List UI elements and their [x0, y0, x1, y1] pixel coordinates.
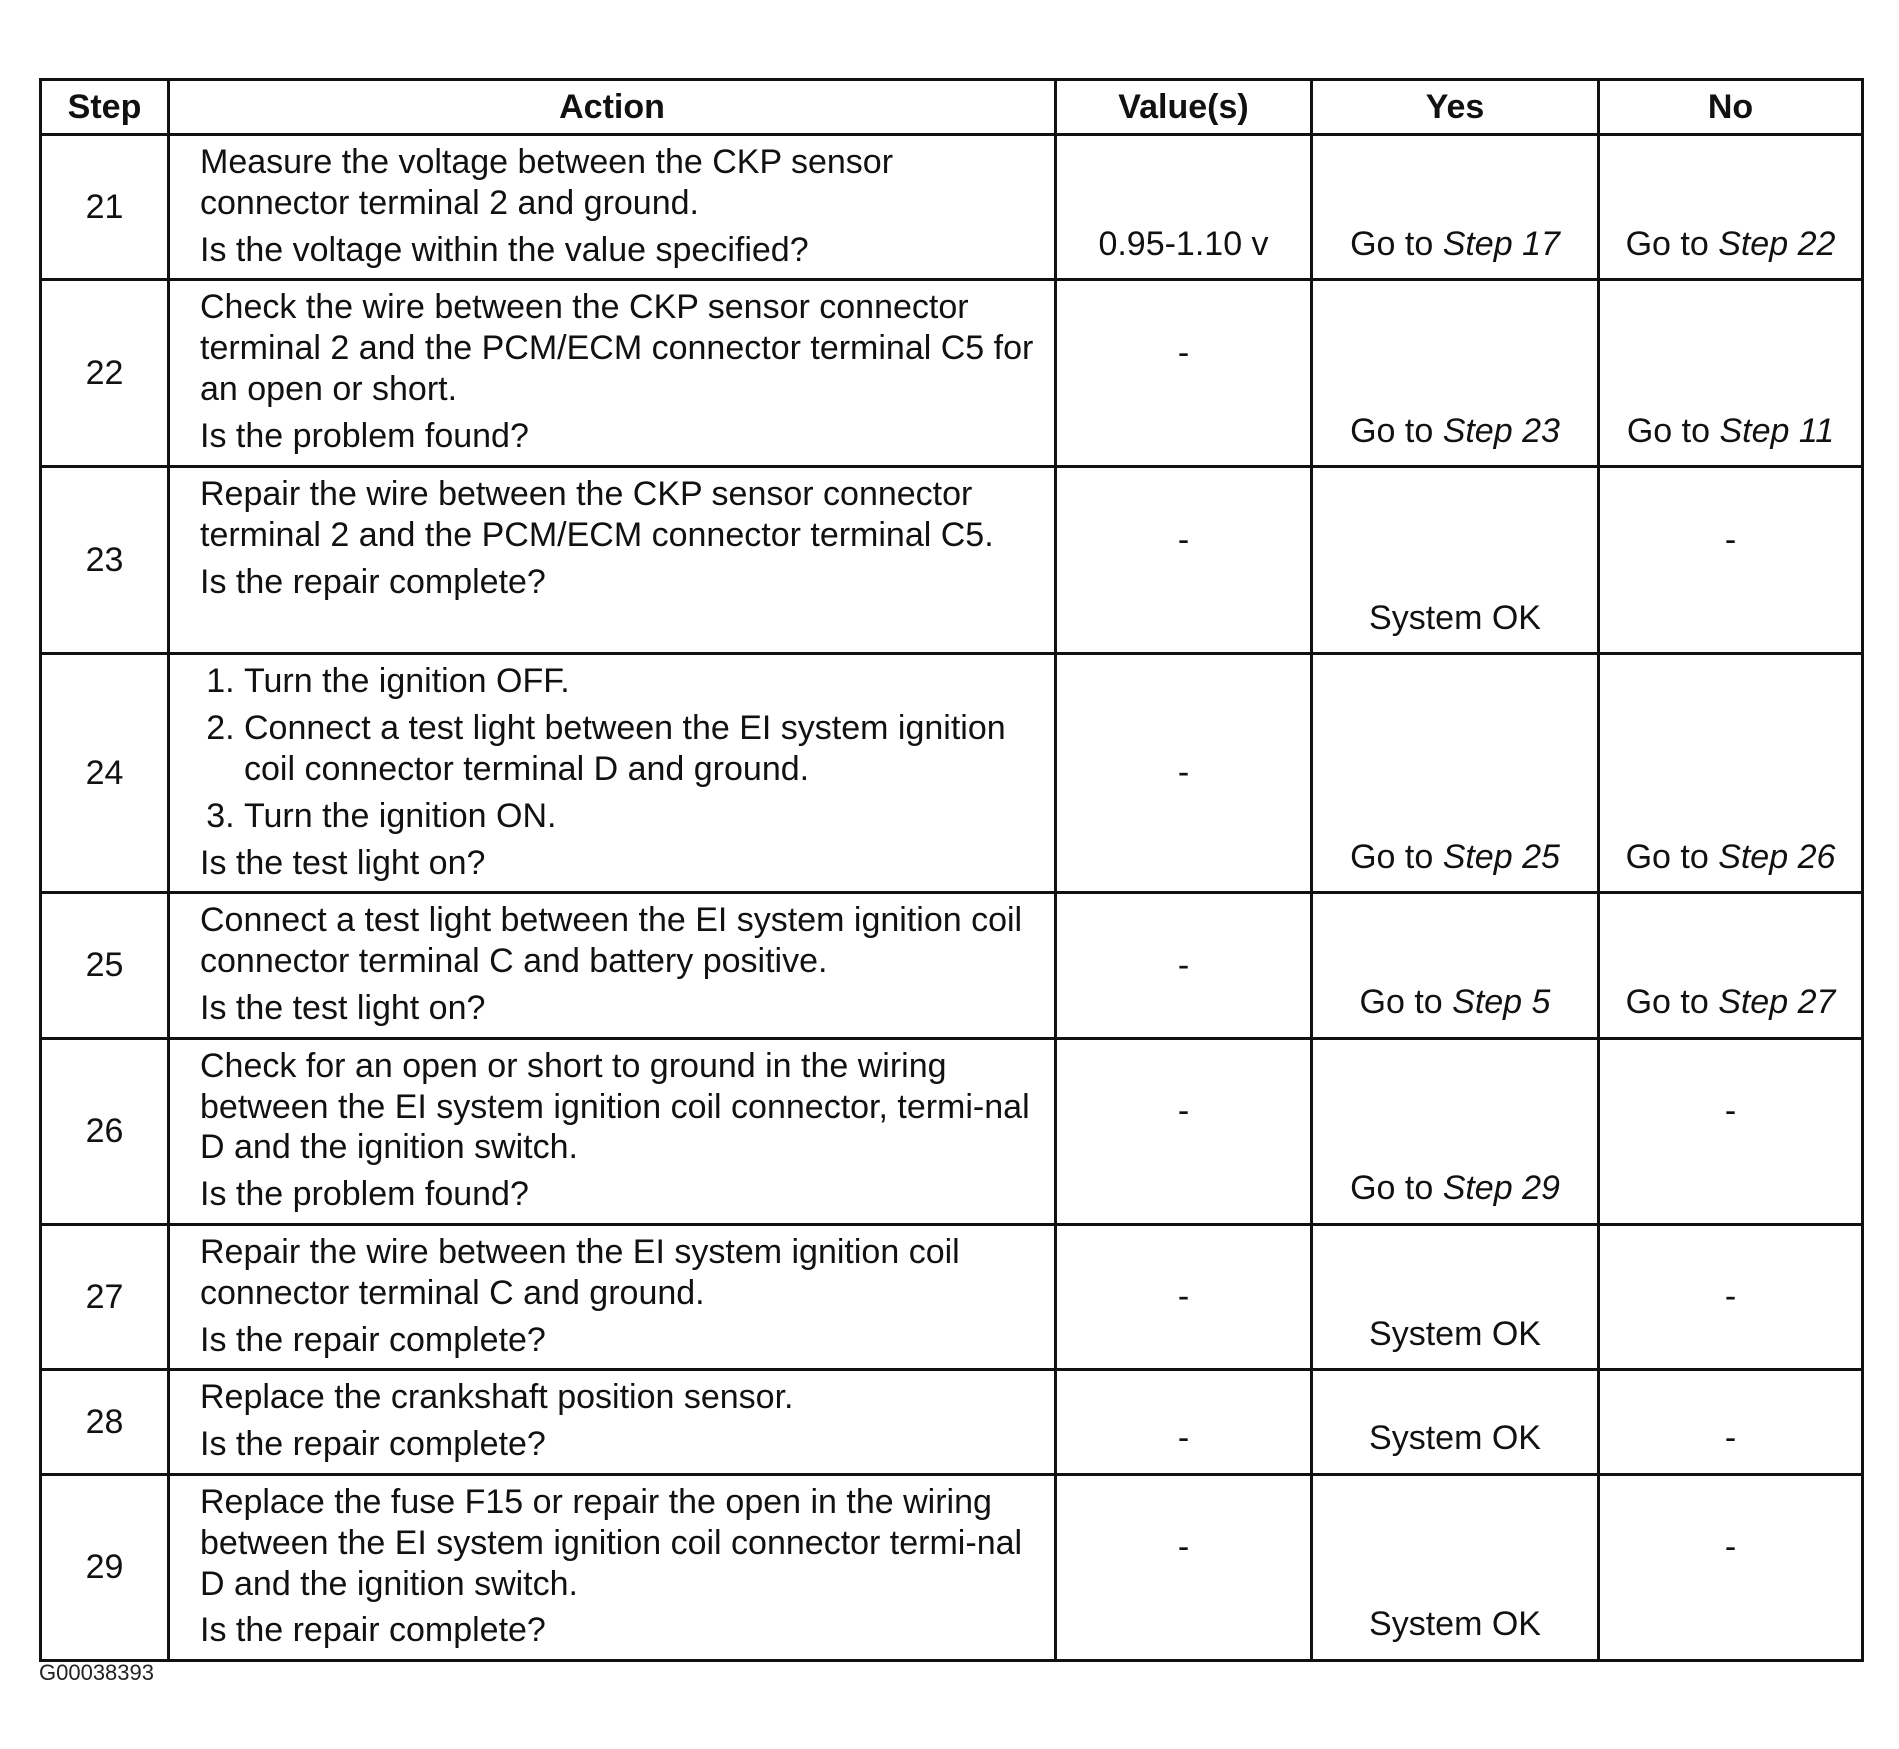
- table-row: [41, 1370, 1863, 1475]
- no-prefix: Go to: [1625, 982, 1719, 1021]
- value-cell: [1056, 1224, 1312, 1369]
- step-number: 22: [41, 280, 169, 467]
- step-number: 27: [41, 1224, 169, 1369]
- action-text: Repair the wire between the CKP sensor connector terminal 2 and the PCM/ECM connector terminal C5.: [200, 475, 994, 555]
- no-cell: [1599, 135, 1863, 280]
- yes-outcome: System OK: [1369, 1605, 1541, 1644]
- value-cell: [1056, 280, 1312, 467]
- value-text: -: [1177, 333, 1190, 372]
- action-cell: [169, 1224, 1056, 1369]
- yes-outcome: [1313, 837, 1597, 878]
- table-row: [41, 280, 1863, 467]
- action-cell: [169, 893, 1056, 1038]
- action-question: Is the repair complete?: [200, 1320, 546, 1359]
- header-step: Step: [41, 80, 169, 135]
- action-cell: [169, 467, 1056, 654]
- yes-step-ref: Step 29: [1442, 1169, 1560, 1208]
- yes-outcome: [1313, 982, 1597, 1023]
- action-text: Measure the voltage between the CKP sensor connector terminal 2 and ground.: [200, 143, 894, 222]
- action-question: Is the test light on?: [200, 843, 486, 882]
- value-text: -: [1177, 1419, 1190, 1458]
- action-question: Is the repair complete?: [200, 1425, 546, 1464]
- value-cell: [1056, 654, 1312, 893]
- value-text: -: [1177, 1528, 1190, 1567]
- table-row: [41, 654, 1863, 893]
- value-text: 0.95-1.10 v: [1098, 224, 1269, 263]
- no-cell: [1599, 1038, 1863, 1224]
- no-outcome: [1600, 982, 1861, 1023]
- no-outcome: -: [1724, 1419, 1737, 1458]
- no-cell: [1599, 1370, 1863, 1475]
- yes-cell: [1312, 280, 1599, 467]
- yes-prefix: Go to: [1359, 982, 1453, 1021]
- yes-outcome: System OK: [1369, 1419, 1541, 1458]
- yes-prefix: Go to: [1350, 1169, 1443, 1208]
- action-question: Is the voltage within the value specified?: [200, 230, 809, 269]
- yes-outcome: [1313, 411, 1597, 452]
- action-text: Replace the crankshaft position sensor.: [200, 1378, 794, 1417]
- header-no: No: [1599, 80, 1863, 135]
- yes-cell: [1312, 467, 1599, 654]
- step-number: 29: [41, 1474, 169, 1660]
- value-text: -: [1177, 520, 1190, 559]
- step-number: 28: [41, 1370, 169, 1475]
- no-outcome: [1600, 411, 1861, 452]
- yes-cell: [1312, 1370, 1599, 1475]
- table-row: [41, 1224, 1863, 1369]
- action-question: Is the repair complete?: [200, 1611, 546, 1650]
- yes-outcome: [1313, 1168, 1597, 1209]
- step-number: 25: [41, 893, 169, 1038]
- action-question: Is the test light on?: [200, 988, 486, 1027]
- value-cell: [1056, 1038, 1312, 1224]
- no-step-ref: Step 26: [1718, 837, 1836, 876]
- action-cell: [169, 280, 1056, 467]
- table-row: [41, 467, 1863, 654]
- table-row: [41, 1038, 1863, 1224]
- table-row: [41, 135, 1863, 280]
- yes-outcome: [1313, 224, 1597, 265]
- value-cell: [1056, 467, 1312, 654]
- no-outcome: -: [1724, 1092, 1737, 1131]
- action-text: Connect a test light between the EI system ignition coil connector terminal C and battery positive.: [200, 901, 1023, 981]
- value-text: -: [1177, 946, 1190, 985]
- action-cell: [169, 1038, 1056, 1224]
- action-cell: [169, 1370, 1056, 1475]
- action-question: Is the problem found?: [200, 1175, 529, 1214]
- header-yes: Yes: [1312, 80, 1599, 135]
- no-cell: [1599, 467, 1863, 654]
- table-header-row: [41, 80, 1863, 135]
- action-question: Is the repair complete?: [200, 562, 546, 601]
- figure-id: G00038393: [39, 1660, 154, 1685]
- header-action: Action: [169, 80, 1056, 135]
- yes-step-ref: Step 23: [1442, 411, 1560, 450]
- action-question: Is the problem found?: [200, 416, 529, 455]
- action-text: Repair the wire between the EI system ignition coil connector terminal C and ground.: [200, 1232, 960, 1312]
- substep-item: 1. Turn the ignition OFF.: [244, 661, 1040, 702]
- troubleshooting-document: [39, 78, 1861, 1662]
- step-number: 24: [41, 654, 169, 893]
- no-outcome: -: [1724, 520, 1737, 559]
- step-number: 23: [41, 467, 169, 654]
- no-prefix: Go to: [1625, 224, 1719, 263]
- yes-step-ref: Step 17: [1442, 224, 1560, 263]
- no-cell: [1599, 1474, 1863, 1660]
- yes-cell: [1312, 1474, 1599, 1660]
- substep-item: 2. Connect a test light between the EI system ignition coil connector terminal D and ground.: [244, 708, 1040, 790]
- yes-step-ref: Step 5: [1452, 982, 1551, 1021]
- value-text: -: [1177, 1277, 1190, 1316]
- substep-item: 3. Turn the ignition ON.: [244, 796, 1040, 837]
- yes-prefix: Go to: [1350, 411, 1443, 450]
- no-step-ref: Step 11: [1719, 411, 1835, 450]
- yes-cell: [1312, 654, 1599, 893]
- no-cell: [1599, 893, 1863, 1038]
- yes-cell: [1312, 1038, 1599, 1224]
- no-outcome: [1600, 224, 1861, 265]
- value-cell: [1056, 893, 1312, 1038]
- substep-list: [200, 661, 1040, 836]
- step-number: 26: [41, 1038, 169, 1224]
- header-values: Value(s): [1056, 80, 1312, 135]
- value-text: -: [1177, 753, 1190, 792]
- no-outcome: -: [1724, 1277, 1737, 1316]
- no-outcome: -: [1724, 1528, 1737, 1567]
- diagnostic-steps-table: [39, 78, 1864, 1662]
- no-cell: [1599, 654, 1863, 893]
- action-cell: [169, 654, 1056, 893]
- yes-cell: [1312, 135, 1599, 280]
- yes-cell: [1312, 893, 1599, 1038]
- no-prefix: Go to: [1625, 837, 1719, 876]
- value-text: -: [1177, 1092, 1190, 1131]
- action-cell: [169, 135, 1056, 280]
- yes-outcome: System OK: [1369, 598, 1541, 637]
- value-cell: [1056, 1474, 1312, 1660]
- no-cell: [1599, 280, 1863, 467]
- yes-prefix: Go to: [1350, 837, 1443, 876]
- no-prefix: Go to: [1626, 411, 1720, 450]
- value-cell: [1056, 135, 1312, 280]
- no-step-ref: Step 22: [1718, 224, 1836, 263]
- no-step-ref: Step 27: [1718, 982, 1836, 1021]
- action-text: Check for an open or short to ground in the wiring between the EI system ignition coil connector, termi-nal D and the ignition switch.: [200, 1046, 1030, 1167]
- action-cell: [169, 1474, 1056, 1660]
- yes-prefix: Go to: [1350, 224, 1443, 263]
- yes-step-ref: Step 25: [1442, 837, 1560, 876]
- yes-outcome: System OK: [1369, 1314, 1541, 1353]
- step-number: 21: [41, 135, 169, 280]
- yes-cell: [1312, 1224, 1599, 1369]
- action-text: Check the wire between the CKP sensor connector terminal 2 and the PCM/ECM connector terminal C5 for an open or short.: [200, 288, 1034, 408]
- no-cell: [1599, 1224, 1863, 1369]
- table-row: [41, 893, 1863, 1038]
- value-cell: [1056, 1370, 1312, 1475]
- action-text: Replace the fuse F15 or repair the open in the wiring between the EI system ignition coil connector termi-nal D and the ignition switch.: [200, 1482, 1023, 1603]
- no-outcome: [1600, 837, 1861, 878]
- table-row: [41, 1474, 1863, 1660]
